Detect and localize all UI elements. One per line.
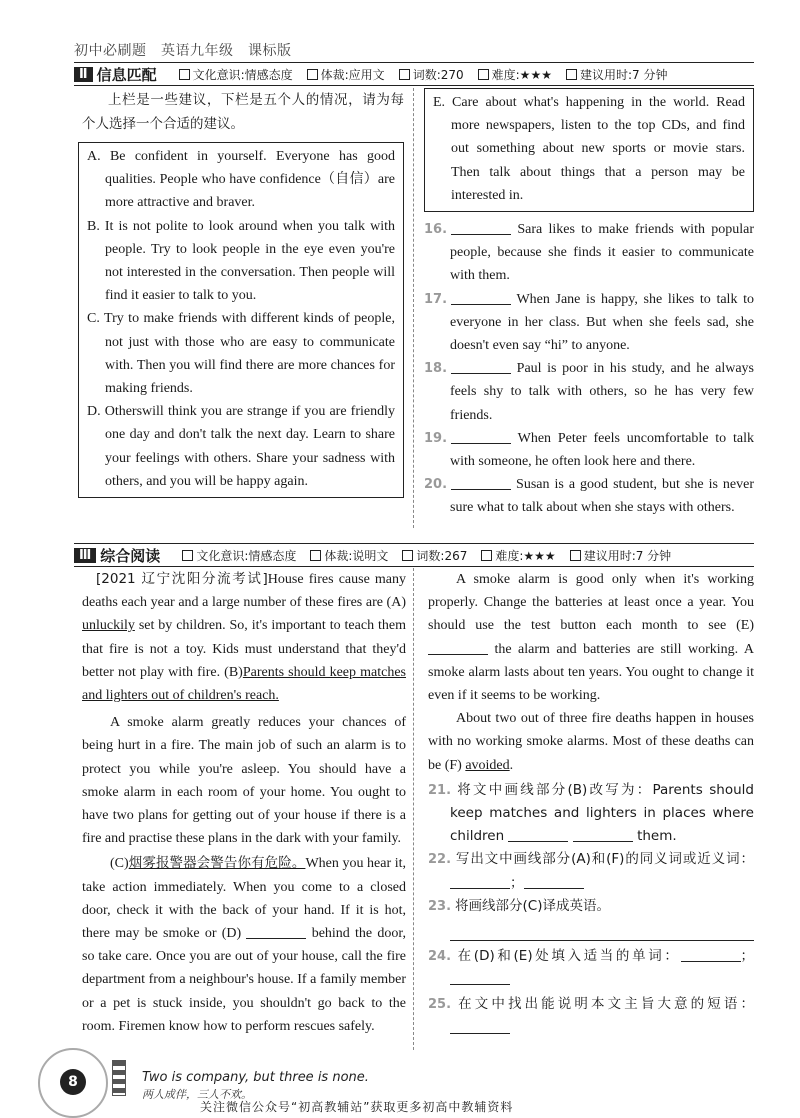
question-list-2 <box>424 218 754 520</box>
answer-blank-21b[interactable] <box>573 827 633 842</box>
blank-d[interactable] <box>246 924 306 939</box>
section-number: Ⅲ <box>74 548 96 563</box>
answer-blank-19[interactable] <box>451 429 511 444</box>
underline-b: Parents should keep matches and lighters out of children's reach. <box>82 664 406 704</box>
underline-f: avoided <box>465 757 510 773</box>
answer-blank-21a[interactable] <box>508 827 568 842</box>
motto-english: Two is company, but three is none. <box>142 1070 369 1085</box>
page-number: 8 <box>60 1069 86 1095</box>
question-21: 21. 将文中画线部分(B)改写为：Parents should keep matches and lighters in places where children them. <box>428 781 754 845</box>
paragraph-1: [2021 辽宁沈阳分流考试]House fires cause many deaths each year and a large number of these fires are (A) unluckily set by children. So, it's important to teach them that fire is not a toy. Kids must understand that they'd better not play with fire. (B)Parents should keep matches and lighters out of children's reach. <box>82 571 407 704</box>
meta-difficulty: 难度:★★★ <box>481 547 555 564</box>
answer-blank-24a[interactable] <box>681 947 741 962</box>
section-2-bar <box>74 62 754 86</box>
answer-blank-24b[interactable] <box>450 970 510 985</box>
answer-line-23[interactable] <box>450 918 754 941</box>
paragraph-4: A smoke alarm is good only when it's working properly. Change the batteries at least once a year. You should use the test button each month to see (E) the alarm and batteries are still working. A smoke alarm lasts about ten years. You ought to change it even if it seems to be working. <box>428 572 754 704</box>
doc-icon <box>307 69 318 80</box>
meta-difficulty: 难度:★★★ <box>478 66 552 83</box>
passage-right <box>428 568 754 1040</box>
underline-a: unluckily <box>82 618 135 634</box>
meta-time: 建议用时:7 分钟 <box>570 547 672 564</box>
book-icon <box>182 550 193 561</box>
paragraph-3: (C)烟雾报警器会警告你有危险。When you hear it, take action immediately. When you come to a closed door, check it with the back of your hand. If it is hot, there may be smoke or (D) behind the door, so take care. Once you are out of your house, call the fire department from a neighbour's house. If a family member or a pet is stuck inside, you shouldn't go back to the room. Firemen know how to perform rescues safely. <box>82 855 407 1034</box>
source-tag: [2021 辽宁沈阳分流考试] <box>96 571 268 587</box>
passage-left <box>82 568 406 1038</box>
answer-blank-22b[interactable] <box>524 874 584 889</box>
section-2-right <box>424 88 754 520</box>
option-a: A. Be confident in yourself. Everyone has good qualities. People who have confidence（自信）are more attractive and braver. <box>87 149 395 211</box>
chart-icon <box>481 550 492 561</box>
clock-icon <box>570 550 581 561</box>
column-divider <box>413 88 414 528</box>
chart-icon <box>478 69 489 80</box>
options-box-right <box>424 88 754 212</box>
book-header: 初中必刷题 英语九年级 课标版 <box>74 43 292 59</box>
answer-blank-18[interactable] <box>451 359 511 374</box>
answer-blank-17[interactable] <box>451 290 511 305</box>
footer-note: 关注微信公众号“初高教辅站”获取更多初高中教辅资料 <box>200 1100 514 1114</box>
instructions: 上栏是一些建议，下栏是五个人的情况，请为每个人选择一个合适的建议。 <box>82 92 404 132</box>
option-e: E. Care about what's happening in the world. Read more newspapers, listen to the top CDs, and find out something about new sports or movie stars. Then talk about things that a person may be interested in. <box>433 95 745 203</box>
underline-c: 烟雾报警器会警告你有危险。 <box>128 855 306 872</box>
question-18: 18. Paul is poor in his study, and he always feels shy to talk with others, so he has very few friends. <box>424 361 754 423</box>
meta-culture: 文化意识:情感态度 <box>179 66 293 83</box>
answer-blank-20[interactable] <box>451 475 511 490</box>
meta-time: 建议用时:7 分钟 <box>566 66 668 83</box>
paragraph-2: A smoke alarm greatly reduces your chances of being hurt in a fire. The main job of such an alarm is to protect you while you're asleep. You should have a smoke alarm in each room of your home. You ought to have two plans for getting out of your house if there is a fire and practise these plans in the dark with your family. <box>82 715 406 847</box>
pen-icon <box>399 69 410 80</box>
question-23: 23. 将画线部分(C)译成英语。 <box>428 897 610 914</box>
question-25: 25. 在文中找出能说明本文主旨大意的短语： <box>428 993 754 1039</box>
option-d: D. Otherswill think you are strange if you are friendly one day and don't talk the next day. Learn to share your feelings with others. Share your sadness with others, and you will be happy again. <box>87 404 395 489</box>
meta-words: 词数:267 <box>402 547 467 564</box>
doc-icon <box>310 550 321 561</box>
meta-genre: 体裁:应用文 <box>307 66 385 83</box>
column-divider-2 <box>413 568 414 1050</box>
question-19: 19. When Peter feels uncomfortable to talk with someone, he often look here and there. <box>424 430 754 470</box>
section-title: 综合阅读 <box>100 546 161 565</box>
section-title: 信息匹配 <box>96 65 157 84</box>
clock-icon <box>566 69 577 80</box>
question-22: 22. 写出文中画线部分(A)和(F)的同义词或近义词： ； <box>428 851 754 891</box>
question-20: 20. Susan is a good student, but she is never sure what to talk about when she stays with others. <box>424 477 755 516</box>
question-24: 24. 在(D)和(E)处填入适当的单词： ； <box>428 945 754 991</box>
book-icon <box>179 69 190 80</box>
section-number: Ⅱ <box>74 67 93 82</box>
lighthouse-icon <box>112 1060 126 1096</box>
options-box-left <box>78 142 404 498</box>
meta-words: 词数:270 <box>399 66 464 83</box>
question-16: 16. Sara likes to make friends with popular people, because she finds it easier to communicate with them. <box>424 222 755 284</box>
answer-blank-16[interactable] <box>451 220 511 235</box>
meta-genre: 体裁:说明文 <box>310 547 388 564</box>
question-17: 17. When Jane is happy, she likes to talk to everyone in her class. But when she feels sad, she doesn't even say “hi” to anyone. <box>424 291 754 354</box>
meta-culture: 文化意识:情感态度 <box>182 547 296 564</box>
answer-blank-25[interactable] <box>450 1019 510 1034</box>
option-b: B. It is not polite to look around when you talk with people. Try to look people in the eye even you're not interested in the conversation. Then people will find it easier to talk to you. <box>87 218 395 304</box>
pen-icon <box>402 550 413 561</box>
blank-e[interactable] <box>428 640 488 655</box>
section-2-left <box>82 88 404 498</box>
option-c: C. Try to make friends with different kinds of people, not just with those who are easy to communicate with. Then you will find there are more chances for making friends. <box>87 311 395 397</box>
answer-blank-22a[interactable] <box>450 874 510 889</box>
section-3-bar <box>74 543 754 567</box>
paragraph-5: About two out of three fire deaths happen in houses with no working smoke alarms. Most of these deaths can be (F) avoided. <box>428 711 754 773</box>
motto-chinese: 两人成伴，三人不欢。 <box>142 1088 252 1101</box>
